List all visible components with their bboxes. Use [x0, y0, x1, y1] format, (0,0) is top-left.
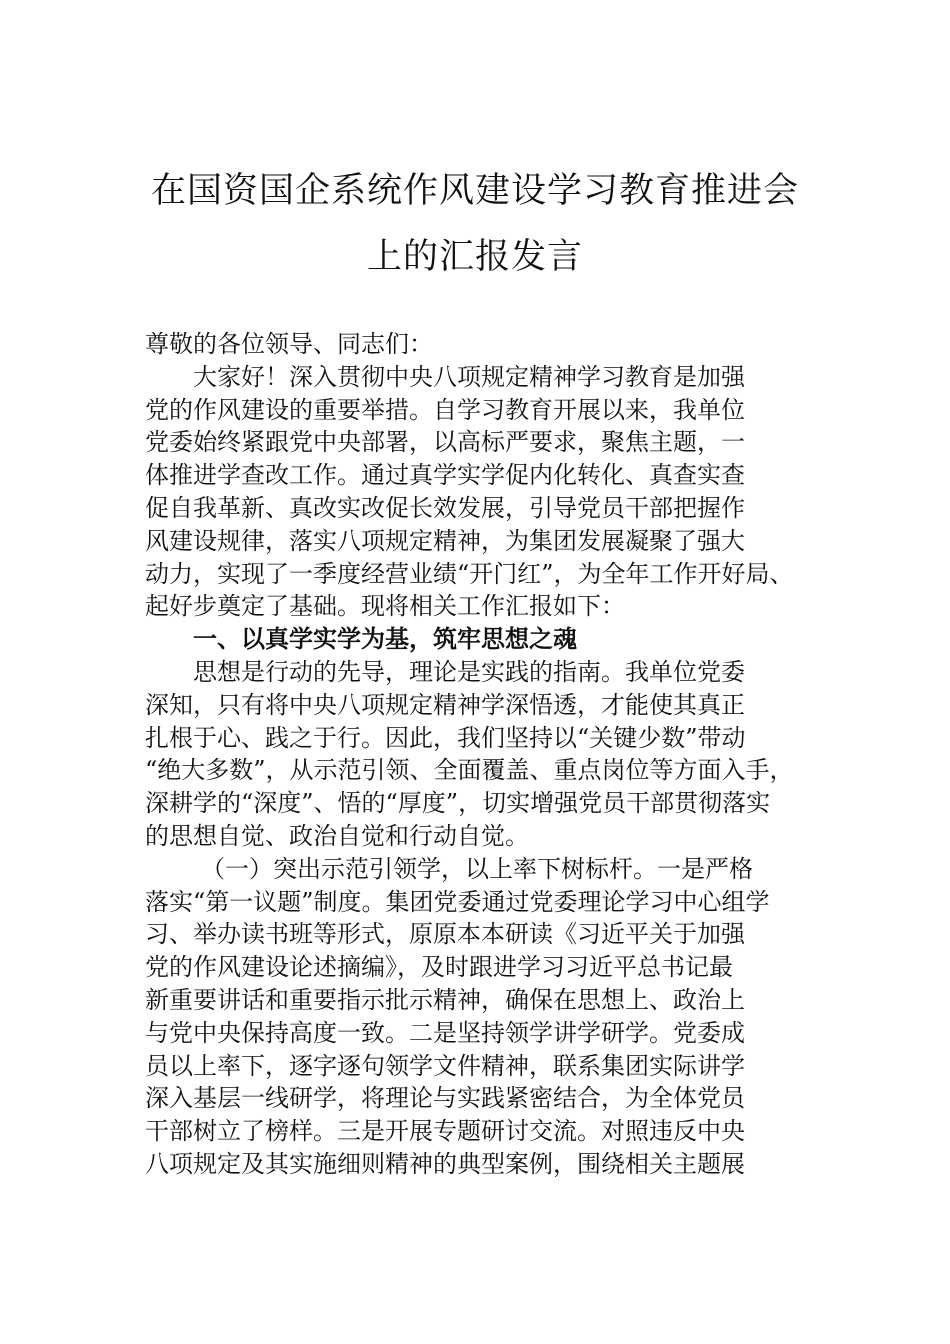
paragraph-line: 新重要讲话和重要指示批示精神，确保在思想上、政治上 — [145, 985, 745, 1014]
paragraph-line: 思想是行动的先导，理论是实践的指南。我单位党委 — [193, 657, 745, 686]
paragraph-line: 动力，实现了一季度经营业绩“开门红”，为全年工作开好局、 — [145, 559, 794, 588]
document-title — [145, 158, 805, 290]
title-line-2: 上的汇报发言 — [366, 237, 583, 277]
paragraph-line: 党的作风建设的重要举措。自学习教育开展以来，我单位 — [145, 395, 745, 424]
paragraph-line: 深耕学的“深度”、悟的“厚度”，切实增强党员干部贯彻落实 — [145, 789, 771, 818]
paragraph-line: （一）突出示范引领学，以上率下树标杆。一是严格 — [201, 854, 753, 883]
paragraph-line: 深入基层一线研学，将理论与实践紧密结合，为全体党员 — [145, 1084, 745, 1113]
paragraph-line: 尊敬的各位领导、同志们： — [145, 330, 433, 358]
paragraph-line: “绝大多数”，从示范引领、全面覆盖、重点岗位等方面入手， — [145, 756, 794, 785]
paragraph-line: 起好步奠定了基础。现将相关工作汇报如下： — [145, 592, 625, 621]
paragraph-line: 深知，只有将中央八项规定精神学深悟透，才能使其真正 — [145, 690, 745, 719]
section-heading: 一、以真学实学为基，筑牢思想之魂 — [193, 624, 577, 654]
paragraph-line: 促自我革新、真改实改促长效发展，引导党员干部把握作 — [145, 493, 745, 522]
paragraph-line: 风建设规律，落实八项规定精神，为集团发展凝聚了强大 — [145, 526, 745, 555]
paragraph-line: 党委始终紧跟党中央部署，以高标严要求，聚焦主题，一 — [145, 428, 745, 457]
paragraph-line: 落实“第一议题”制度。集团党委通过党委理论学习中心组学 — [145, 887, 770, 916]
document-body — [145, 328, 835, 1181]
paragraph-line: 干部树立了榜样。三是开展专题研讨交流。对照违反中央 — [145, 1117, 745, 1146]
paragraph-line: 扎根于心、践之于行。因此，我们坚持以“关键少数”带动 — [145, 723, 746, 752]
paragraph-line: 大家好！深入贯彻中央八项规定精神学习教育是加强 — [193, 362, 745, 391]
paragraph-line: 体推进学查改工作。通过真学实学促内化转化、真查实查 — [145, 461, 745, 490]
paragraph-line: 党的作风建设论述摘编》，及时跟进学习习近平总书记最 — [145, 953, 733, 982]
paragraph-line: 习、举办读书班等形式，原原本本研读《习近平关于加强 — [145, 920, 745, 949]
title-line-1: 在国资国企系统作风建设学习教育推进会 — [150, 171, 799, 211]
paragraph-line: 的思想自觉、政治自觉和行动自觉。 — [145, 821, 529, 850]
paragraph-line: 与党中央保持高度一致。二是坚持领学讲学研学。党委成 — [145, 1018, 745, 1047]
paragraph-line: 员以上率下，逐字逐句领学文件精神，联系集团实际讲学 — [145, 1051, 745, 1080]
paragraph-line: 八项规定及其实施细则精神的典型案例，围绕相关主题展 — [145, 1149, 745, 1178]
